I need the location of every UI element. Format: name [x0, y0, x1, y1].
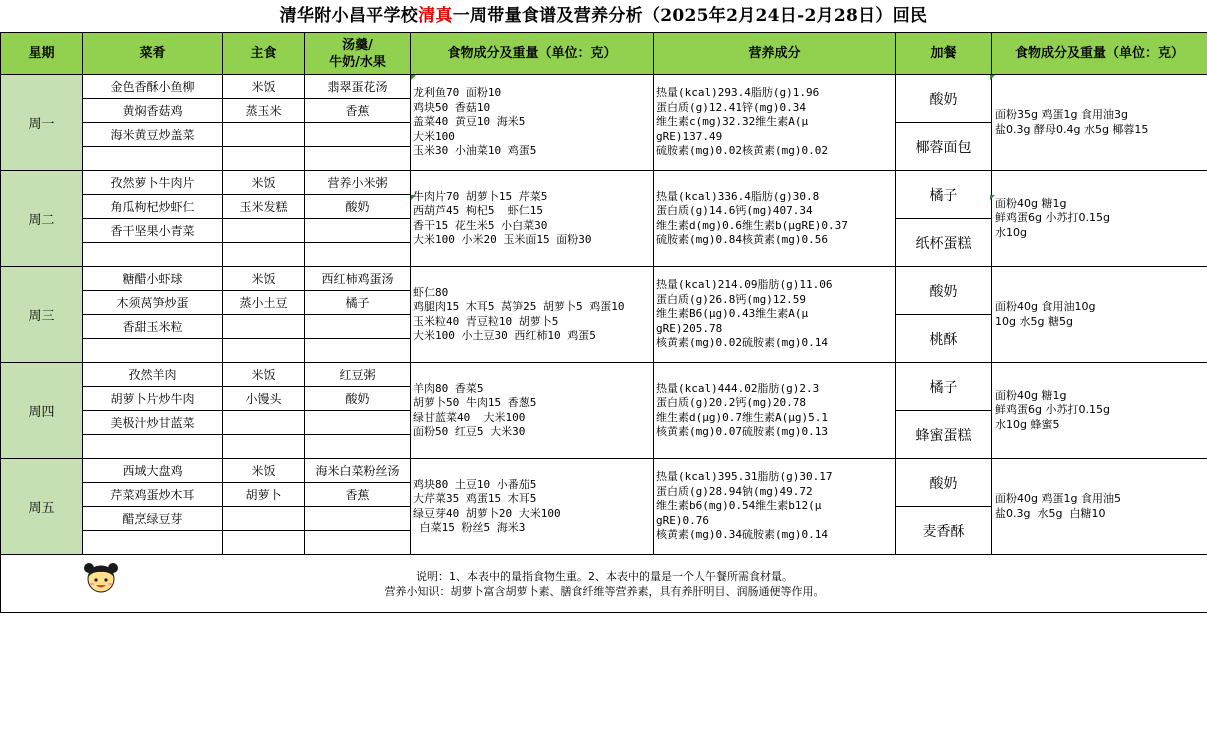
- ingredients-cell: 龙利鱼70 面粉10 鸡块50 香菇10 盖菜40 黄豆10 海米5 大米100 玉米30 小油菜10 鸡蛋5: [411, 75, 654, 171]
- staple-cell: 米饭: [223, 171, 305, 195]
- ingredients-cell: 鸡块80 土豆10 小番茄5 大芹菜35 鸡蛋15 木耳5 绿豆芽40 胡萝卜20 大米100 白菜15 粉丝5 海米3: [411, 459, 654, 555]
- dish-cell: 美极汁炒甘蓝菜: [83, 411, 223, 435]
- snack-ingredients-cell: 面粉40g 糖1g 鲜鸡蛋6g 小苏打0.15g 水10g: [992, 171, 1207, 267]
- soup-cell: [305, 147, 411, 171]
- soup-cell: [305, 219, 411, 243]
- snack-ingredients-cell: 面粉40g 鸡蛋1g 食用油5 盐0.3g 水5g 白糖10: [992, 459, 1207, 555]
- snack-cell: 酸奶: [896, 267, 992, 315]
- nutrition-cell: 热量(kcal)293.4脂肪(g)1.96 蛋白质(g)12.41锌(mg)0.34 维生素c(mg)32.32维生素A(μ gRE)137.49 硫胺素(mg)0.02核黄素(mg)0.02: [654, 75, 896, 171]
- dish-cell: 孜然萝卜牛肉片: [83, 171, 223, 195]
- ingredients-cell: 牛肉片70 胡萝卜15 芹菜5 西葫芦45 枸杞5 虾仁15 香干15 花生米5 小白菜30 大米100 小米20 玉米面15 面粉30: [411, 171, 654, 267]
- dish-cell: [83, 531, 223, 555]
- day-label: 周四: [1, 363, 83, 459]
- cell-marker-icon: [411, 75, 416, 80]
- soup-cell: [305, 123, 411, 147]
- dish-cell: 黄焖香菇鸡: [83, 99, 223, 123]
- header-nutrition: 营养成分: [654, 33, 896, 75]
- snack-cell: 椰蓉面包: [896, 123, 992, 171]
- snack-cell: 酸奶: [896, 75, 992, 123]
- staple-cell: [223, 531, 305, 555]
- staple-cell: 小馒头: [223, 387, 305, 411]
- staple-cell: [223, 315, 305, 339]
- header-staple: 主食: [223, 33, 305, 75]
- table-row: [1, 75, 1207, 99]
- soup-cell: 橘子: [305, 291, 411, 315]
- soup-cell: 香蕉: [305, 99, 411, 123]
- snack-cell: 麦香酥: [896, 507, 992, 555]
- page-title: 清华附小昌平学校清真一周带量食谱及营养分析（2025年2月24日-2月28日）回民: [279, 6, 928, 26]
- ingredients-cell: 羊肉80 香菜5 胡萝卜50 牛肉15 香葱5 绿甘蓝菜40 大米100 面粉50 红豆5 大米30: [411, 363, 654, 459]
- dish-cell: 金色香酥小鱼柳: [83, 75, 223, 99]
- dish-cell: 西域大盘鸡: [83, 459, 223, 483]
- menu-table: [0, 32, 1207, 613]
- table-row: [1, 171, 1207, 195]
- soup-cell: [305, 507, 411, 531]
- snack-ingredients-cell: 面粉35g 鸡蛋1g 食用油3g 盐0.3g 酵母0.4g 水5g 椰蓉15: [992, 75, 1207, 171]
- soup-cell: [305, 411, 411, 435]
- staple-cell: [223, 339, 305, 363]
- soup-cell: 营养小米粥: [305, 171, 411, 195]
- dish-cell: 海米黄豆炒盖菜: [83, 123, 223, 147]
- soup-cell: 香蕉: [305, 483, 411, 507]
- footer-notes: [1, 569, 1207, 599]
- snack-cell: 橘子: [896, 171, 992, 219]
- dish-cell: 木须莴笋炒蛋: [83, 291, 223, 315]
- soup-cell: [305, 339, 411, 363]
- staple-cell: 米饭: [223, 459, 305, 483]
- header-soup: 汤羹/ 牛奶/水果: [305, 33, 411, 75]
- staple-cell: [223, 123, 305, 147]
- soup-cell: [305, 435, 411, 459]
- soup-cell: 酸奶: [305, 387, 411, 411]
- dish-cell: 胡萝卜片炒牛肉: [83, 387, 223, 411]
- ingredients-cell: 虾仁80 鸡腿肉15 木耳5 莴笋25 胡萝卜5 鸡蛋10 玉米粒40 青豆粒10 胡萝卜5 大米100 小土豆30 西红柿10 鸡蛋5: [411, 267, 654, 363]
- dish-cell: 香甜玉米粒: [83, 315, 223, 339]
- staple-cell: 玉米发糕: [223, 195, 305, 219]
- soup-cell: 西红柿鸡蛋汤: [305, 267, 411, 291]
- header-dish: 菜肴: [83, 33, 223, 75]
- cell-marker-icon: [990, 75, 995, 80]
- day-label: 周三: [1, 267, 83, 363]
- soup-cell: 翡翠蛋花汤: [305, 75, 411, 99]
- nutrition-cell: 热量(kcal)336.4脂肪(g)30.8 蛋白质(g)14.6钙(mg)407.34 维生素d(mg)0.6维生素b(μgRE)0.37 硫胺素(mg)0.84核黄素(mg)0.56: [654, 171, 896, 267]
- staple-cell: [223, 243, 305, 267]
- soup-cell: [305, 531, 411, 555]
- staple-cell: 胡萝卜: [223, 483, 305, 507]
- dish-cell: 孜然羊肉: [83, 363, 223, 387]
- footer-row: [1, 555, 1207, 613]
- nutrition-cell: 热量(kcal)395.31脂肪(g)30.17 蛋白质(g)28.94钠(mg)49.72 维生素b6(mg)0.54维生素b12(μ gRE)0.76 核黄素(mg)0.34硫胺素(mg)0.14: [654, 459, 896, 555]
- snack-cell: 纸杯蛋糕: [896, 219, 992, 267]
- header-row: [1, 33, 1207, 75]
- staple-cell: 米饭: [223, 363, 305, 387]
- header-snack-ingredients: 食物成分及重量（单位：克）: [992, 33, 1207, 75]
- staple-cell: 米饭: [223, 267, 305, 291]
- dish-cell: [83, 147, 223, 171]
- header-snack: 加餐: [896, 33, 992, 75]
- soup-cell: 酸奶: [305, 195, 411, 219]
- day-label: 周五: [1, 459, 83, 555]
- dish-cell: 香干坚果小青菜: [83, 219, 223, 243]
- staple-cell: [223, 507, 305, 531]
- table-row: [1, 267, 1207, 291]
- title-highlight: 清真: [418, 6, 453, 26]
- snack-cell: 橘子: [896, 363, 992, 411]
- dish-cell: [83, 435, 223, 459]
- snack-cell: 酸奶: [896, 459, 992, 507]
- soup-cell: 海米白菜粉丝汤: [305, 459, 411, 483]
- nutrition-cell: 热量(kcal)214.09脂肪(g)11.06 蛋白质(g)26.8钙(mg)12.59 维生素B6(μg)0.43维生素A(μ gRE)205.78 核黄素(mg)0.02硫胺素(mg)0.14: [654, 267, 896, 363]
- staple-cell: [223, 435, 305, 459]
- dish-cell: [83, 339, 223, 363]
- soup-cell: 红豆粥: [305, 363, 411, 387]
- dish-cell: 醋烹绿豆芽: [83, 507, 223, 531]
- header-day: 星期: [1, 33, 83, 75]
- staple-cell: [223, 147, 305, 171]
- staple-cell: [223, 219, 305, 243]
- cell-marker-icon: [990, 195, 995, 200]
- dish-cell: 糖醋小虾球: [83, 267, 223, 291]
- dish-cell: [83, 243, 223, 267]
- footer-note: 说明：1、本表中的量指食物生重。2、本表中的量是一个人午餐所需食材量。: [416, 570, 793, 583]
- day-label: 周二: [1, 171, 83, 267]
- snack-cell: 蜂蜜蛋糕: [896, 411, 992, 459]
- footer-cell: [1, 555, 1207, 613]
- dish-cell: 芹菜鸡蛋炒木耳: [83, 483, 223, 507]
- dish-cell: 角瓜枸杞炒虾仁: [83, 195, 223, 219]
- staple-cell: 蒸玉米: [223, 99, 305, 123]
- snack-cell: 桃酥: [896, 315, 992, 363]
- footer-tip: 营养小知识：胡萝卜富含胡萝卜素、膳食纤维等营养素，具有养肝明目、润肠通便等作用。: [384, 585, 825, 598]
- table-row: [1, 363, 1207, 387]
- staple-cell: [223, 411, 305, 435]
- soup-cell: [305, 243, 411, 267]
- snack-ingredients-cell: 面粉40g 糖1g 鲜鸡蛋6g 小苏打0.15g 水10g 蜂蜜5: [992, 363, 1207, 459]
- day-label: 周一: [1, 75, 83, 171]
- snack-ingredients-cell: 面粉40g 食用油10g 10g 水5g 糖5g: [992, 267, 1207, 363]
- cell-marker-icon: [411, 195, 416, 200]
- staple-cell: 蒸小土豆: [223, 291, 305, 315]
- table-row: [1, 459, 1207, 483]
- nutrition-cell: 热量(kcal)444.02脂肪(g)2.3 蛋白质(g)20.2钙(mg)20.78 维生素d(μg)0.7维生素A(μg)5.1 核黄素(mg)0.07硫胺素(mg)0.13: [654, 363, 896, 459]
- soup-cell: [305, 315, 411, 339]
- header-ingredients: 食物成分及重量（单位：克）: [411, 33, 654, 75]
- staple-cell: 米饭: [223, 75, 305, 99]
